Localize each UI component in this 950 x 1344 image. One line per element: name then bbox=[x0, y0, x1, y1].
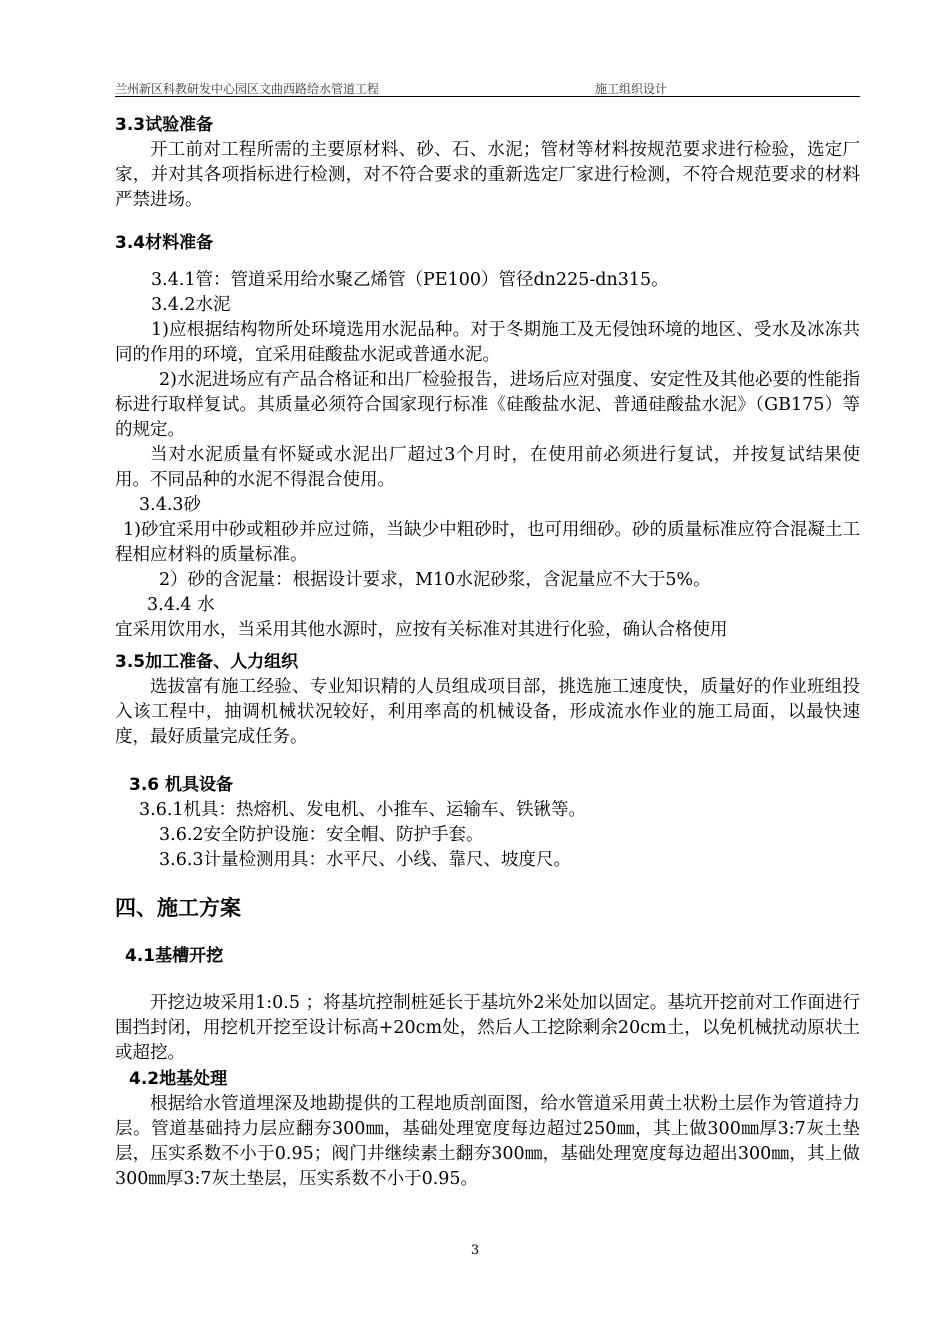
section-3-4-heading: 3.4材料准备 bbox=[115, 233, 214, 253]
section-4-2-paragraph: 根据给水管道埋深及地勘提供的工程地质剖面图，给水管道采用黄土状粉土层作为管道持力层。管道基础持力层应翻夯300㎜，基础处理宽度每边超过250㎜，其上做300㎜厚3:7灰土垫层，压实系数不小于0.95；阀门井继续素土翻夯300㎜，基础处理宽度每边超出300㎜，其上做300㎜厚3:7灰土垫层，压实系数不小于0.95。 bbox=[115, 1094, 860, 1189]
section-3-5-paragraph: 选拔富有施工经验、专业知识精的人员组成项目部，挑选施工速度快，质量好的作业班组投入该工程中，抽调机械状况较好，利用率高的机械设备，形成流水作业的施工局面，以最快速度，最好质量完成任务。 bbox=[115, 677, 860, 747]
sand-paragraph-1: 1)砂宜采用中砂或粗砂并应过筛，当缺少中粗砂时，也可用细砂。砂的质量标准应符合混凝土工程相应材料的质量标准。 bbox=[115, 520, 860, 565]
section-3-5-heading: 3.5加工准备、人力组织 bbox=[115, 652, 299, 672]
header-doc-type: 施工组织设计 bbox=[595, 82, 668, 96]
equipment-item-1: 3.6.1机具：热熔机、发电机、小推车、运输车、铁锹等。 bbox=[139, 800, 587, 820]
cement-subheading: 3.4.2水泥 bbox=[151, 295, 231, 315]
section-3-3-paragraph: 开工前对工程所需的主要原材料、砂、石、水泥；管材等材料按规范要求进行检验，选定厂家，并对其各项指标进行检测，对不符合要求的重新选定厂家进行检测，不符合规范要求的材料严禁进场。 bbox=[115, 140, 860, 210]
section-4-2-heading: 4.2地基处理 bbox=[129, 1069, 228, 1089]
water-subheading: 3.4.4 水 bbox=[147, 595, 215, 615]
cement-paragraph-3: 当对水泥质量有怀疑或水泥出厂超过3个月时，在使用前必须进行复试，并按复试结果使用。不同品种的水泥不得混合使用。 bbox=[115, 445, 860, 490]
sand-paragraph-2: 2）砂的含泥量：根据设计要求，M10水泥砂浆，含泥量应不大于5%。 bbox=[159, 570, 711, 590]
chapter-4-heading: 四、施工方案 bbox=[115, 896, 241, 920]
equipment-item-2: 3.6.2安全防护设施：安全帽、防护手套。 bbox=[159, 825, 484, 845]
header-project-title: 兰州新区科教研发中心园区文曲西路给水管道工程 bbox=[115, 82, 380, 96]
section-4-1-paragraph: 开挖边坡采用1:0.5 ；将基坑控制桩延长于基坑外2米处加以固定。基坑开挖前对工作面进行围挡封闭，用挖机开挖至设计标高+20cm处，然后人工挖除剩余20cm土，以免机械扰动原状土或超挖。 bbox=[115, 993, 860, 1063]
page-header bbox=[115, 80, 860, 97]
pipe-material-line: 3.4.1管：管道采用给水聚乙烯管（PE100）管径dn225-dn315。 bbox=[151, 270, 669, 290]
section-3-6-heading: 3.6 机具设备 bbox=[129, 775, 234, 795]
section-3-3-heading: 3.3试验准备 bbox=[115, 115, 214, 135]
section-4-1-heading: 4.1基槽开挖 bbox=[125, 946, 224, 966]
water-paragraph: 宜采用饮用水，当采用其他水源时，应按有关标准对其进行化验，确认合格使用 bbox=[115, 620, 728, 640]
sand-subheading: 3.4.3砂 bbox=[139, 495, 202, 515]
document-body bbox=[115, 112, 860, 1192]
cement-paragraph-2: 2)水泥进场应有产品合格证和出厂检验报告，进场后应对强度、安定性及其他必要的性能指标进行取样复试。其质量必须符合国家现行标准《硅酸盐水泥、普通硅酸盐水泥》（GB175）等的规定。 bbox=[115, 370, 860, 440]
page-number: 3 bbox=[470, 1243, 480, 1258]
equipment-item-3: 3.6.3计量检测用具：水平尺、小线、靠尺、坡度尺。 bbox=[159, 850, 572, 870]
cement-paragraph-1: 1)应根据结构物所处环境选用水泥品种。对于冬期施工及无侵蚀环境的地区、受水及冰冻共同的作用的环境，宜采用硅酸盐水泥或普通水泥。 bbox=[115, 320, 860, 365]
